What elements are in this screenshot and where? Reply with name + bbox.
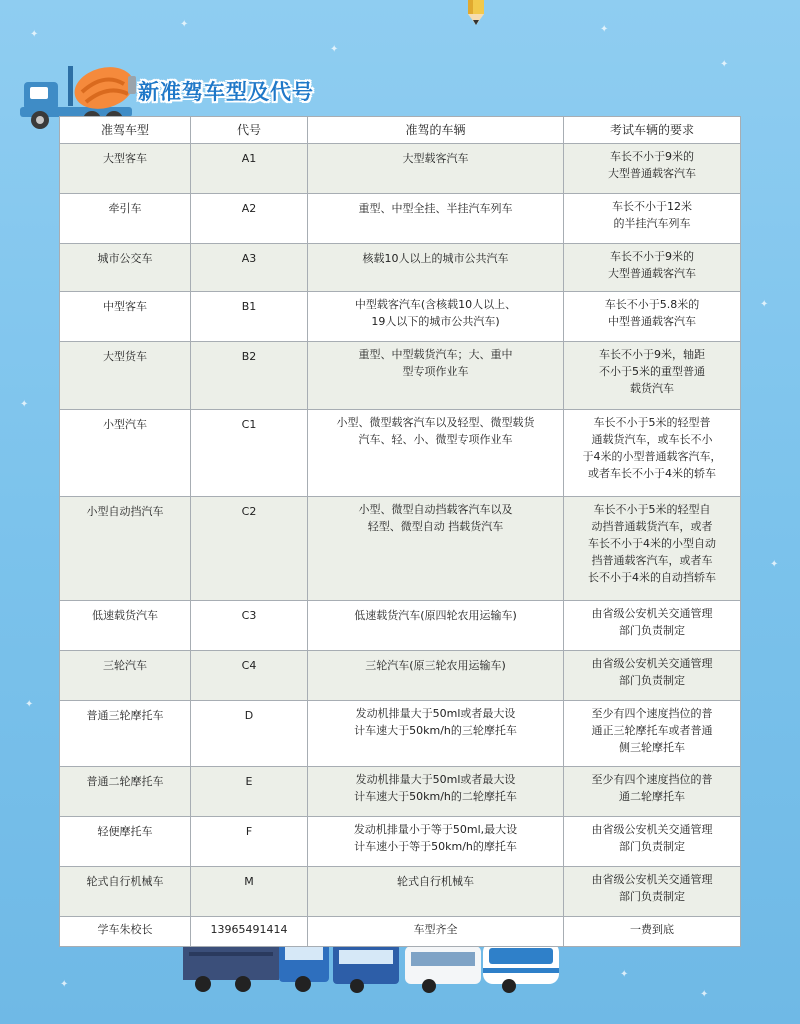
vehicles-cell: 小型、微型载客汽车以及轻型、微型载货 汽车、轻、小、微型专项作业车 bbox=[308, 410, 564, 497]
sparkle-icon: ✦ bbox=[60, 979, 69, 990]
license-type-cell: 普通二轮摩托车 bbox=[60, 767, 191, 817]
requirement-cell: 由省级公安机关交通管理 部门负责制定 bbox=[564, 651, 741, 701]
sparkle-icon: ✦ bbox=[25, 699, 34, 710]
vehicles-cell: 三轮汽车(原三轮农用运输车) bbox=[308, 651, 564, 701]
contact-phone-cell: 13965491414 bbox=[191, 917, 308, 947]
requirement-cell: 由省级公安机关交通管理 部门负责制定 bbox=[564, 601, 741, 651]
license-type-cell: 城市公交车 bbox=[60, 244, 191, 292]
code-cell: C1 bbox=[191, 410, 308, 497]
table-row bbox=[60, 410, 741, 497]
license-type-cell: 轻便摩托车 bbox=[60, 817, 191, 867]
code-cell: M bbox=[191, 867, 308, 917]
table-row bbox=[60, 917, 741, 947]
license-type-cell: 低速载货汽车 bbox=[60, 601, 191, 651]
sparkle-icon: ✦ bbox=[20, 399, 29, 410]
table-row bbox=[60, 342, 741, 410]
code-cell: B1 bbox=[191, 292, 308, 342]
sparkle-icon: ✦ bbox=[770, 559, 779, 570]
requirement-cell: 车长不小于9米的 大型普通载客汽车 bbox=[564, 244, 741, 292]
license-type-cell: 中型客车 bbox=[60, 292, 191, 342]
code-cell: D bbox=[191, 701, 308, 767]
requirement-cell: 至少有四个速度挡位的普 通正三轮摩托车或者普通 侧三轮摩托车 bbox=[564, 701, 741, 767]
requirement-cell: 车长不小于12米 的半挂汽车列车 bbox=[564, 194, 741, 244]
table-row bbox=[60, 767, 741, 817]
pencil-icon bbox=[462, 0, 492, 26]
requirement-cell: 车长不小于9米的 大型普通载客汽车 bbox=[564, 144, 741, 194]
license-type-cell: 普通三轮摩托车 bbox=[60, 701, 191, 767]
table-row bbox=[60, 144, 741, 194]
code-cell: E bbox=[191, 767, 308, 817]
table-row bbox=[60, 601, 741, 651]
code-cell: B2 bbox=[191, 342, 308, 410]
code-cell: F bbox=[191, 817, 308, 867]
vehicles-cell: 大型载客汽车 bbox=[308, 144, 564, 194]
sparkle-icon: ✦ bbox=[720, 59, 729, 70]
requirement-cell: 车长不小于9米，轴距 不小于5米的重型普通 载货汽车 bbox=[564, 342, 741, 410]
vehicles-cell: 重型、中型全挂、半挂汽车列车 bbox=[308, 194, 564, 244]
table-row bbox=[60, 701, 741, 767]
vehicles-cell: 重型、中型载货汽车；大、重中 型专项作业车 bbox=[308, 342, 564, 410]
vehicles-cell: 低速载货汽车(原四轮农用运输车) bbox=[308, 601, 564, 651]
code-cell: A1 bbox=[191, 144, 308, 194]
license-type-cell: 大型货车 bbox=[60, 342, 191, 410]
sparkle-icon: ✦ bbox=[600, 24, 609, 35]
code-cell: A3 bbox=[191, 244, 308, 292]
license-type-cell: 三轮汽车 bbox=[60, 651, 191, 701]
sparkle-icon: ✦ bbox=[330, 44, 339, 55]
contact-vehicles-cell: 车型齐全 bbox=[308, 917, 564, 947]
code-cell: C3 bbox=[191, 601, 308, 651]
requirement-cell: 车长不小于5米的轻型自 动挡普通载货汽车，或者 车长不小于4米的小型自动 挡普通载客汽车，或者车 长不小于4米的自动挡轿车 bbox=[564, 497, 741, 601]
table-row bbox=[60, 867, 741, 917]
header-exam-vehicle-requirements: 考试车辆的要求 bbox=[564, 117, 741, 144]
sparkle-icon: ✦ bbox=[760, 299, 769, 310]
license-class-table bbox=[59, 116, 740, 947]
vehicles-cell: 核载10人以上的城市公共汽车 bbox=[308, 244, 564, 292]
table-row bbox=[60, 292, 741, 342]
table-row bbox=[60, 497, 741, 601]
table-row bbox=[60, 244, 741, 292]
license-type-cell: 小型汽车 bbox=[60, 410, 191, 497]
license-type-cell: 牵引车 bbox=[60, 194, 191, 244]
page-title: 新准驾车型及代号 bbox=[138, 80, 314, 104]
requirement-cell: 车长不小于5.8米的 中型普通载客汽车 bbox=[564, 292, 741, 342]
table-row bbox=[60, 817, 741, 867]
license-type-cell: 轮式自行机械车 bbox=[60, 867, 191, 917]
sparkle-icon: ✦ bbox=[620, 969, 629, 980]
vehicles-cell: 小型、微型自动挡载客汽车以及 轻型、微型自动 挡载货汽车 bbox=[308, 497, 564, 601]
requirement-cell: 由省级公安机关交通管理 部门负责制定 bbox=[564, 867, 741, 917]
table-row bbox=[60, 651, 741, 701]
requirement-cell: 由省级公安机关交通管理 部门负责制定 bbox=[564, 817, 741, 867]
table-header-row bbox=[60, 117, 741, 144]
vehicles-cell: 发动机排量小于等于50ml,最大设 计车速小于等于50km/h的摩托车 bbox=[308, 817, 564, 867]
vehicles-cell: 发动机排量大于50ml或者最大设 计车速大于50km/h的二轮摩托车 bbox=[308, 767, 564, 817]
header-license-type: 准驾车型 bbox=[60, 117, 191, 144]
header-permitted-vehicles: 准驾的车辆 bbox=[308, 117, 564, 144]
sparkle-icon: ✦ bbox=[30, 29, 39, 40]
requirement-cell: 至少有四个速度挡位的普 通二轮摩托车 bbox=[564, 767, 741, 817]
vehicles-cell: 发动机排量大于50ml或者最大设 计车速大于50km/h的三轮摩托车 bbox=[308, 701, 564, 767]
header-code: 代号 bbox=[191, 117, 308, 144]
contact-name-cell: 学车朱校长 bbox=[60, 917, 191, 947]
license-type-cell: 小型自动挡汽车 bbox=[60, 497, 191, 601]
code-cell: C4 bbox=[191, 651, 308, 701]
code-cell: C2 bbox=[191, 497, 308, 601]
sparkle-icon: ✦ bbox=[180, 19, 189, 30]
vehicles-cell: 轮式自行机械车 bbox=[308, 867, 564, 917]
requirement-cell: 车长不小于5米的轻型普 通载货汽车，或车长不小 于4米的小型普通载客汽车， 或者车长不小于4米的轿车 bbox=[564, 410, 741, 497]
code-cell: A2 bbox=[191, 194, 308, 244]
contact-fee-cell: 一费到底 bbox=[564, 917, 741, 947]
license-type-cell: 大型客车 bbox=[60, 144, 191, 194]
sparkle-icon: ✦ bbox=[700, 989, 709, 1000]
vehicles-cell: 中型载客汽车(含核载10人以上、 19人以下的城市公共汽车) bbox=[308, 292, 564, 342]
table-row bbox=[60, 194, 741, 244]
